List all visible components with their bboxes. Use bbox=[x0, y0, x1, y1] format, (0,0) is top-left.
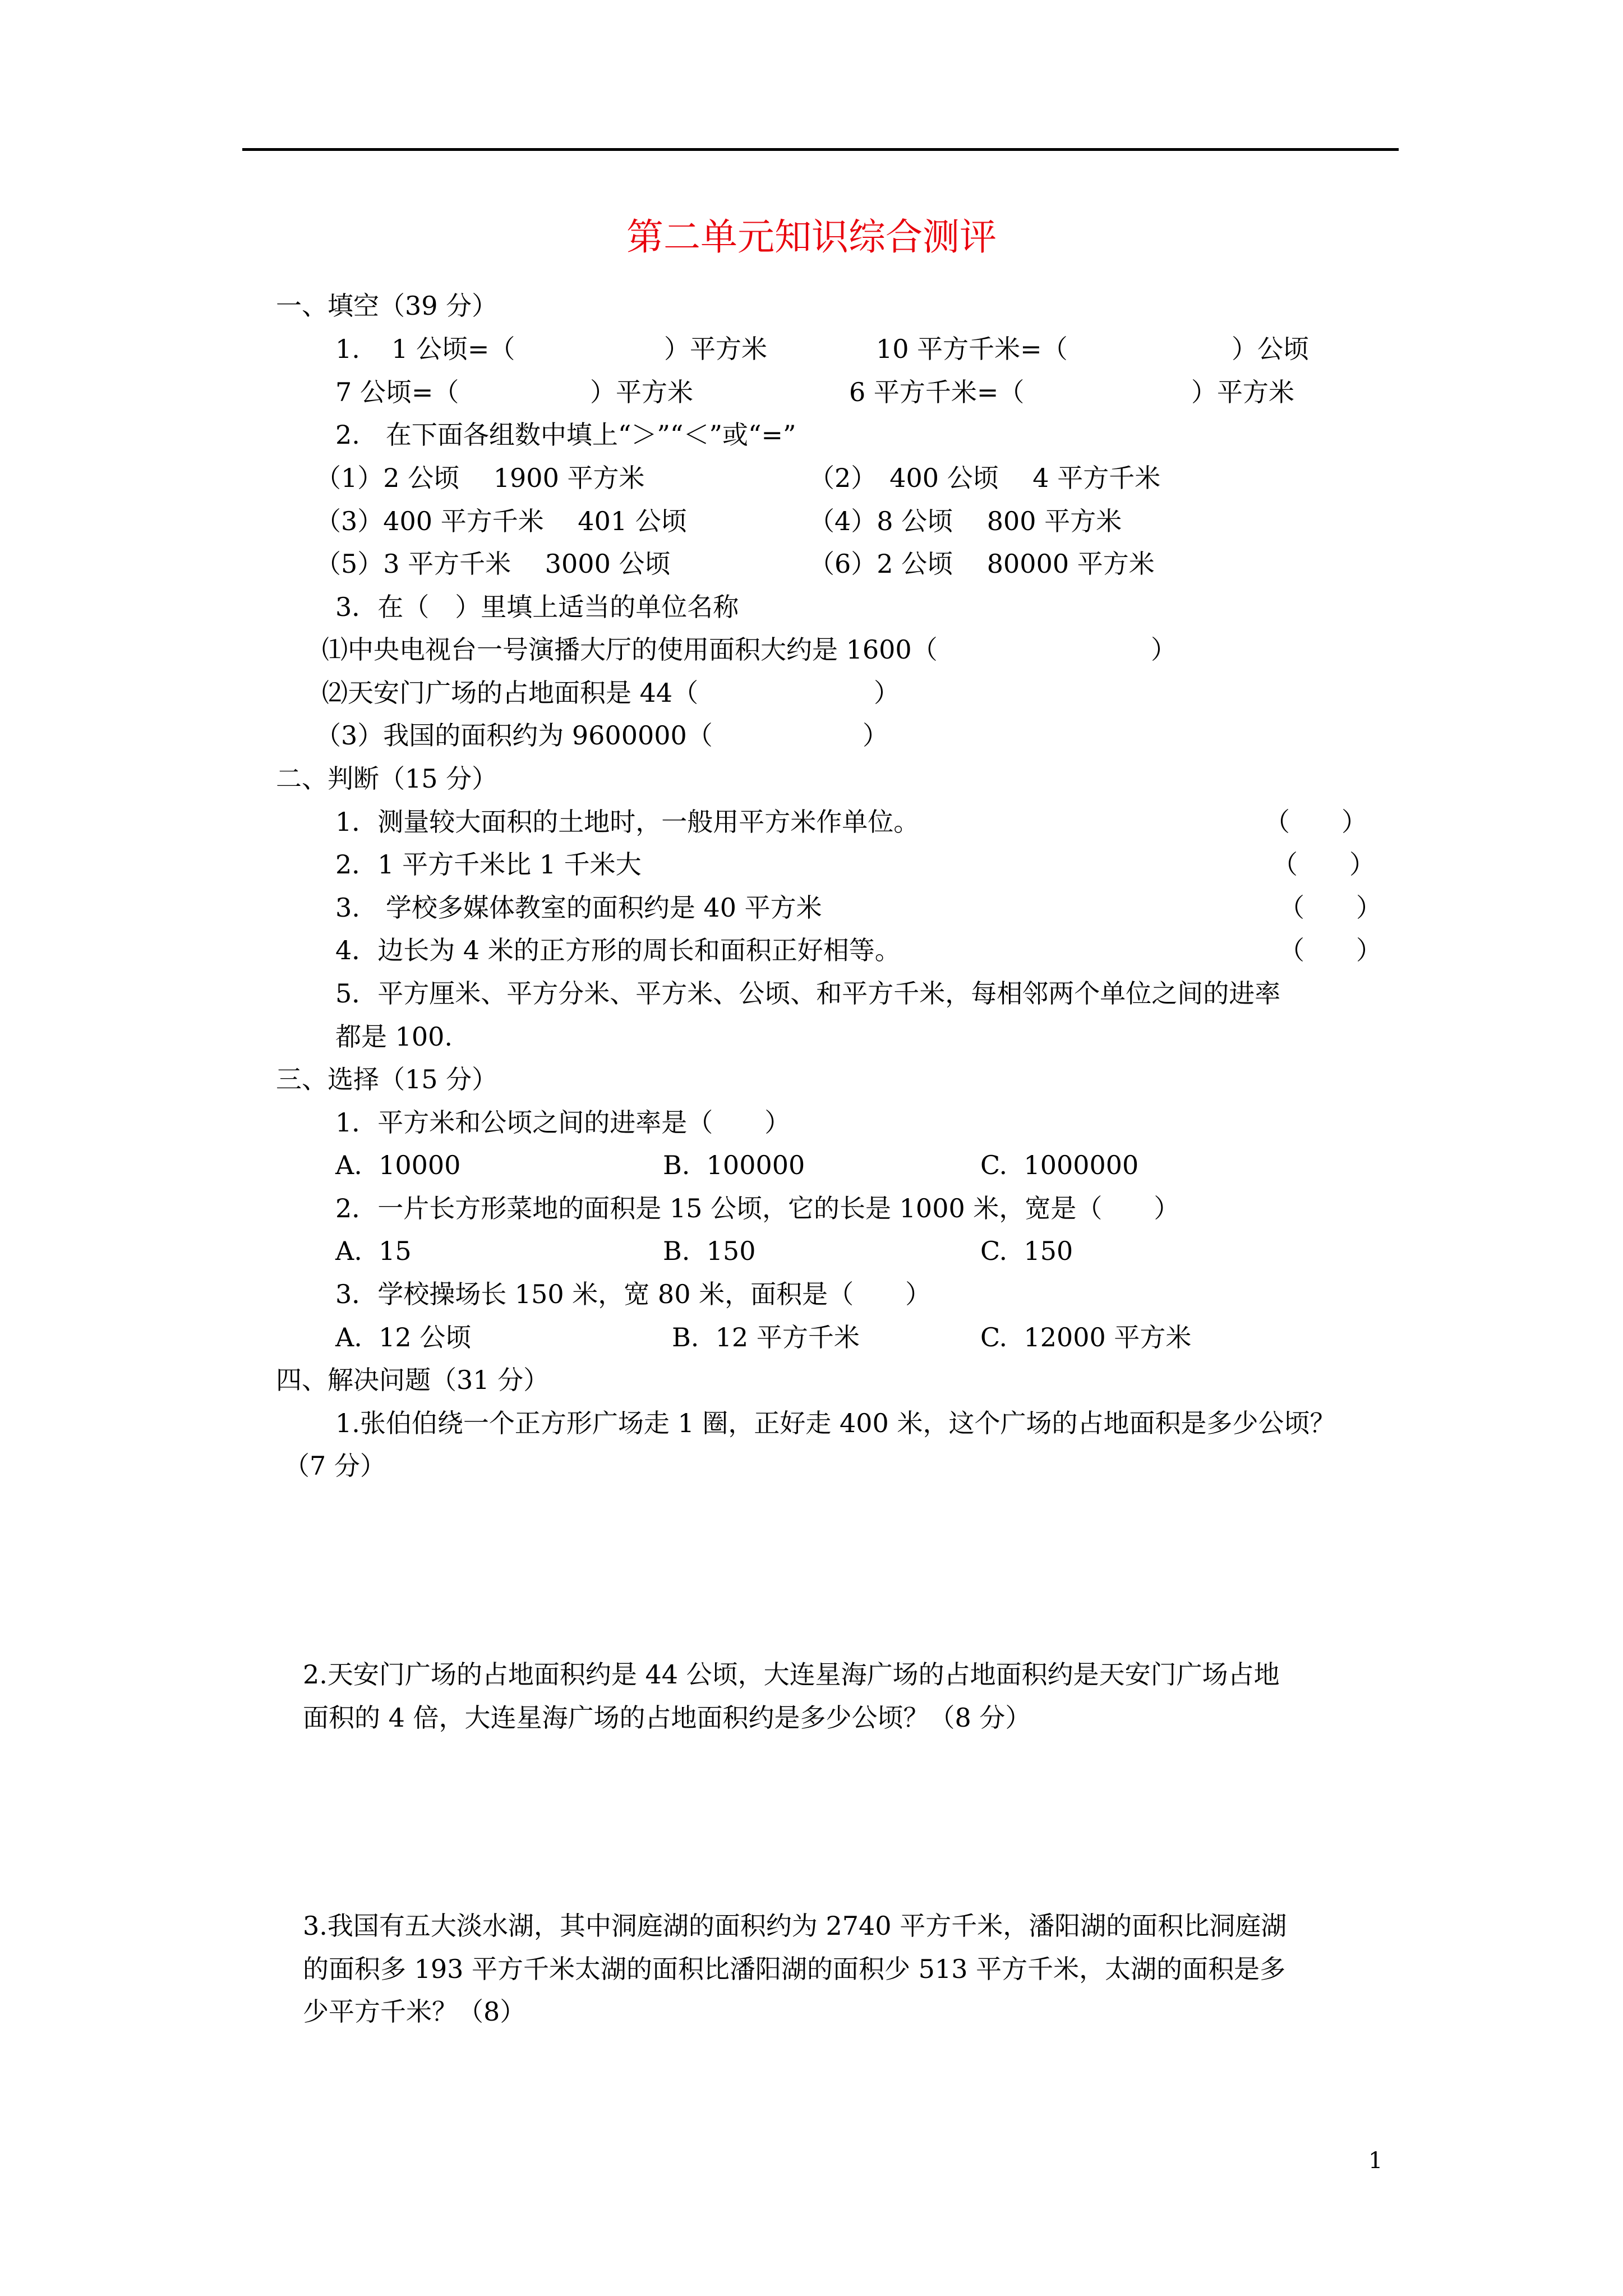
q1-c-text: 7 公顷=（ bbox=[335, 377, 459, 407]
choice-2-option-c: C. 150 bbox=[980, 1236, 1073, 1266]
problem-3-line-1: 3.我国有五大淡水湖，其中洞庭湖的面积约为 2740 平方千米，潘阳湖的面积比洞庭湖 bbox=[303, 1911, 1287, 1941]
judge-3-paren: （ ） bbox=[1279, 892, 1382, 923]
q1-a-unit: ）平方米 bbox=[664, 334, 767, 364]
judge-4-paren: （ ） bbox=[1279, 935, 1382, 965]
problem-1-line-2: （7 分） bbox=[284, 1451, 386, 1481]
unit-question-1: ⑴中央电视台一号演播大厅的使用面积大约是 1600（ bbox=[322, 634, 938, 665]
q2-instruction: 2. 在下面各组数中填上“＞”“＜”或“=” bbox=[335, 420, 796, 450]
choice-1-option-b: B. 100000 bbox=[663, 1150, 805, 1180]
judge-5-line-1: 5．平方厘米、平方分米、平方米、公顷、和平方千米，每相邻两个单位之间的进率 bbox=[335, 978, 1281, 1009]
unit-question-2: ⑵天安门广场的占地面积是 44（ bbox=[322, 678, 699, 708]
unit-question-2-end: ） bbox=[874, 678, 900, 708]
compare-5: （5）3 平方千米 3000 公顷 bbox=[315, 549, 671, 579]
problem-2-line-1: 2.天安门广场的占地面积约是 44 公顷，大连星海广场的占地面积约是天安门广场占地 bbox=[303, 1659, 1280, 1690]
section-1-heading: 一、填空（39 分） bbox=[276, 291, 498, 321]
choice-1-option-c: C. 1000000 bbox=[980, 1150, 1139, 1180]
compare-3: （3）400 平方千米 401 公顷 bbox=[315, 506, 687, 536]
judge-3: 3. 学校多媒体教室的面积约是 40 平方米 bbox=[335, 892, 822, 923]
q1-d-text: 6 平方千米=（ bbox=[849, 377, 1025, 407]
choice-1-option-a: A. 10000 bbox=[335, 1150, 461, 1180]
unit-question-3-end: ） bbox=[863, 720, 888, 751]
choice-3: 3．学校操场长 150 米，宽 80 米，面积是（ ） bbox=[335, 1279, 932, 1309]
problem-2-line-2: 面积的 4 倍，大连星海广场的占地面积约是多少公顷？（8 分） bbox=[303, 1703, 1031, 1733]
compare-4: （4）8 公顷 800 平方米 bbox=[809, 506, 1122, 536]
problem-3-line-3: 少平方千米？（8） bbox=[303, 1996, 526, 2027]
choice-1: 1．平方米和公顷之间的进率是（ ） bbox=[335, 1107, 791, 1138]
section-3-heading: 三、选择（15 分） bbox=[276, 1064, 498, 1094]
judge-1: 1．测量较大面积的土地时，一般用平方米作单位。 bbox=[335, 807, 920, 837]
q1-d-unit: ）平方米 bbox=[1191, 377, 1294, 407]
section-4-heading: 四、解决问题（31 分） bbox=[276, 1365, 550, 1395]
compare-6: （6）2 公顷 80000 平方米 bbox=[809, 549, 1155, 579]
judge-1-paren: （ ） bbox=[1264, 807, 1367, 837]
page-title: 第二单元知识综合测评 bbox=[626, 215, 997, 259]
compare-2: （2） 400 公顷 4 平方千米 bbox=[809, 463, 1161, 493]
judge-4: 4．边长为 4 米的正方形的周长和面积正好相等。 bbox=[335, 935, 901, 965]
q1-c-unit: ）平方米 bbox=[590, 377, 693, 407]
choice-2-option-a: A. 15 bbox=[335, 1236, 412, 1266]
problem-3-line-2: 的面积多 193 平方千米太湖的面积比潘阳湖的面积少 513 平方千米，太湖的面积是多 bbox=[303, 1954, 1286, 1984]
choice-2-option-b: B. 150 bbox=[663, 1236, 756, 1266]
compare-1: （1）2 公顷 1900 平方米 bbox=[315, 463, 645, 493]
q1-number: 1. bbox=[335, 334, 360, 364]
header-rule bbox=[242, 148, 1399, 151]
q1-b-unit: ）公顷 bbox=[1232, 334, 1309, 364]
unit-question-1-end: ） bbox=[1151, 634, 1177, 665]
unit-question-3: （3）我国的面积约为 9600000（ bbox=[315, 720, 713, 751]
choice-3-option-a: A. 12 公顷 bbox=[335, 1322, 472, 1352]
q3-instruction: 3．在（ ）里填上适当的单位名称 bbox=[335, 592, 739, 622]
judge-2-paren: （ ） bbox=[1272, 849, 1375, 880]
judge-2: 2．1 平方千米比 1 千米大 bbox=[335, 849, 642, 880]
page-number: 1 bbox=[1368, 2148, 1383, 2174]
choice-3-option-c: C. 12000 平方米 bbox=[980, 1322, 1192, 1352]
choice-2: 2．一片长方形菜地的面积是 15 公顷，它的长是 1000 米，宽是（ ） bbox=[335, 1193, 1180, 1223]
section-2-heading: 二、判断（15 分） bbox=[276, 763, 498, 794]
judge-5-line-2: 都是 100. bbox=[335, 1022, 453, 1052]
q1-a-text: 1 公顷=（ bbox=[391, 334, 515, 364]
choice-3-option-b: B. 12 平方千米 bbox=[672, 1322, 860, 1352]
q1-b-text: 10 平方千米=（ bbox=[876, 334, 1068, 364]
problem-1-line-1: 1.张伯伯绕一个正方形广场走 1 圈，正好走 400 米，这个广场的占地面积是多少公顷？ bbox=[335, 1408, 1336, 1438]
